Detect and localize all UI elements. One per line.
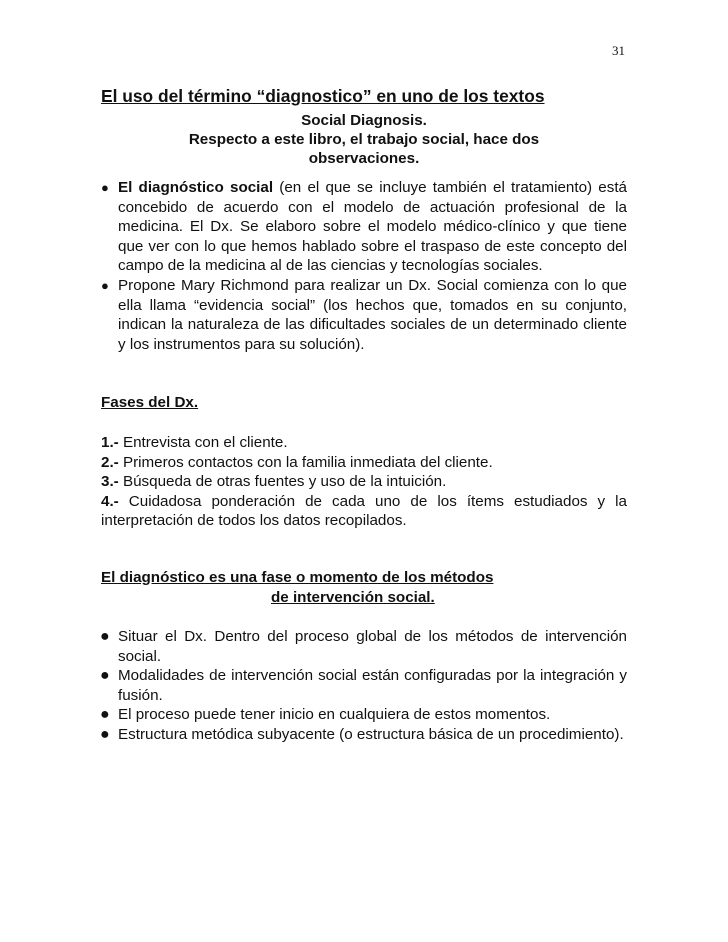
- phase-number: 3.-: [101, 473, 119, 491]
- phase-text: Entrevista con el cliente.: [118, 433, 288, 451]
- bullet-icon: ●: [100, 725, 110, 743]
- subheading-line-2: Respecto a este libro, el trabajo social, hace dos: [188, 131, 540, 148]
- section-title-line-1: El diagnóstico es una fase o momento de los métodos: [101, 568, 494, 586]
- list-item-text: El proceso puede tener inicio en cualquiera de estos momentos.: [118, 706, 551, 724]
- phase-number: 4.-: [101, 492, 119, 510]
- bullet-icon: ●: [100, 706, 110, 724]
- bullet-icon: ●: [101, 277, 109, 293]
- list-item: [101, 666, 627, 705]
- phase-item: [101, 433, 627, 453]
- bullet-icon: ●: [100, 627, 110, 645]
- method-list: [101, 627, 627, 745]
- page-number: 31: [612, 43, 625, 58]
- bullet-icon: ●: [101, 180, 109, 195]
- list-item-text: (en el que se incluye también el tratamiento) está concebido de acuerdo con el modelo de actuación profesional de la medicina. El Dx. Se elaboro sobre el modelo médico-clínico y que tiene que ver con lo que hemos hablado sobre el traspaso de este concepto del campo de la medicina al de las ciencias y tecnologías sociales.: [118, 179, 627, 275]
- page-content: [101, 84, 627, 744]
- list-item: [101, 276, 627, 354]
- subheading-line-3: observaciones.: [308, 150, 420, 167]
- phase-item: [101, 472, 627, 492]
- section-title: [101, 568, 627, 608]
- list-item: [101, 725, 627, 745]
- phase-number: 1.-: [101, 433, 119, 451]
- page-title: El uso del término “diagnostico” en uno de los textos: [101, 86, 545, 106]
- list-item-text: Modalidades de intervención social están configuradas por la integración y fusión.: [118, 667, 627, 704]
- subheading-line-1: Social Diagnosis.: [301, 112, 427, 129]
- phase-number: 2.-: [101, 453, 119, 471]
- subheading: [101, 111, 627, 168]
- phase-item: [101, 492, 627, 531]
- list-item: [101, 705, 627, 725]
- phases-list: [101, 433, 627, 531]
- list-item-text: Estructura metódica subyacente (o estructura básica de un procedimiento).: [118, 725, 624, 743]
- observations-list: [101, 178, 627, 354]
- phase-text: Primeros contactos con la familia inmediata del cliente.: [118, 453, 493, 471]
- section-title-line-2: de intervención social.: [271, 588, 435, 606]
- phases-title: Fases del Dx.: [101, 394, 199, 412]
- list-item: [101, 627, 627, 666]
- list-item: [101, 178, 627, 276]
- phase-text: Cuidadosa ponderación de cada uno de los ítems estudiados y la interpretación de todos los datos recopilados.: [101, 492, 627, 530]
- phase-item: [101, 453, 627, 473]
- list-item-text: Situar el Dx. Dentro del proceso global de los métodos de intervención social.: [118, 627, 627, 665]
- list-item-text: Propone Mary Richmond para realizar un Dx. Social comienza con lo que ella llama “evidencia social” (los hechos que, tomados en su conjunto, indican la naturaleza de las dificultades sociales de un determinado cliente y los instrumentos para su solución).: [118, 276, 627, 353]
- bullet-icon: ●: [100, 667, 110, 685]
- phase-text: Búsqueda de otras fuentes y uso de la intuición.: [118, 473, 447, 491]
- list-item-lead: El diagnóstico social: [118, 179, 274, 196]
